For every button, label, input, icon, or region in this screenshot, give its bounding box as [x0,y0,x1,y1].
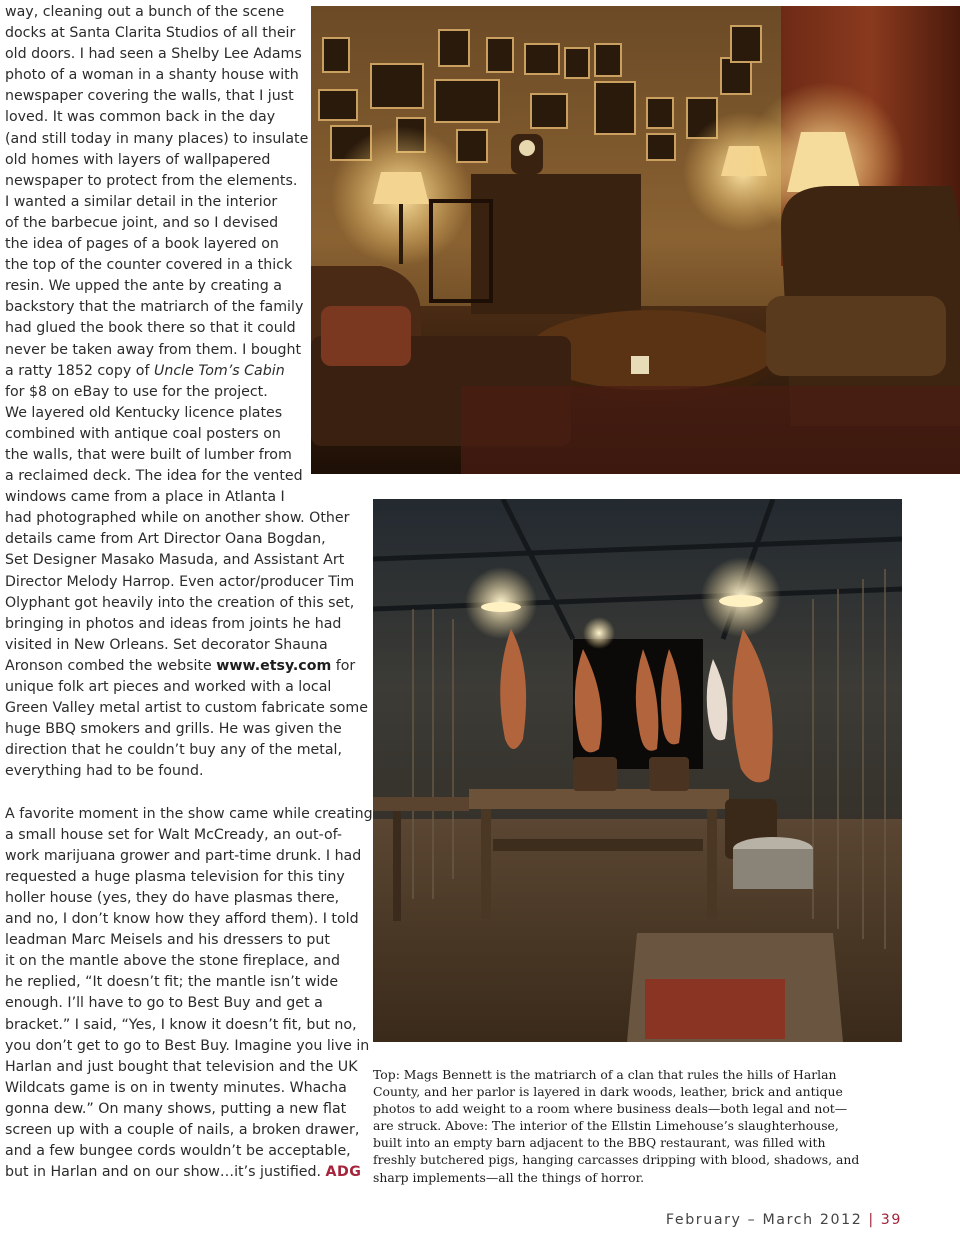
parlor-photo [311,6,960,474]
footer-separator: | [868,1212,875,1228]
text-line: bracket.” I said, “Yes, I know it doesn’t fit, but no, [5,1016,357,1033]
text-line: resin. We upped the ante by creating a [5,278,282,295]
text-line: never be taken away from them. I bought [5,341,302,358]
slaughterhouse-photo [373,499,902,1042]
text-line: everything had to be found. [5,763,204,780]
text-line: work marijuana grower and part-time drunk. I had [5,847,362,864]
text-line: huge BBQ smokers and grills. He was given the [5,721,342,738]
caption-line: sharp implements—all the things of horror. [373,1169,645,1185]
text-line: had photographed while on another show. Other [5,510,350,527]
text-line: Director Melody Harrop. Even actor/producer Tim [5,573,355,590]
text-line: you don’t get to go to Best Buy. Imagine you live in [5,1037,370,1054]
text-line: requested a huge plasma television for this tiny [5,868,345,885]
text-run: a ratty 1852 copy of [5,362,154,379]
text-line: way, cleaning out a bunch of the scene [5,4,285,20]
caption-line: Top: Mags Bennett is the matriarch of a clan that rules the hills of Harlan [373,1067,837,1082]
text-line [5,656,373,677]
text-line: unique folk art pieces and worked with a local [5,679,332,695]
text-line: and a few bungee cords wouldn’t be acceptable, [5,1143,351,1160]
issue-date: February – March 2012 [665,1212,863,1228]
text-line: I wanted a similar detail in the interior [5,193,278,210]
text-line: Set Designer Masako Masuda, and Assistant Art [5,552,345,569]
text-line: photo of a woman in a shanty house with [5,67,299,84]
caption-line: freshly butchered pigs, hanging carcasses dripping with blood, shadows, and [373,1152,860,1168]
text-line: Green Valley metal artist to custom fabricate some [5,700,368,717]
text-line: visited in New Orleans. Set decorator Shauna [5,636,328,653]
text-line: it on the mantle above the stone fireplace, and [5,953,340,970]
text-line: old homes with layers of wallpapered [5,151,271,168]
text-line: docks at Santa Clarita Studios of all their [5,25,296,42]
text-line: leadman Marc Meisels and his dressers to put [5,932,330,949]
text-line: Wildcats game is on in twenty minutes. Whacha [5,1079,347,1096]
text-line: direction that he couldn’t buy any of the metal, [5,742,342,759]
page-footer [666,1212,902,1228]
text-line: of the barbecue joint, and so I devised [5,214,279,231]
page-number: 39 [880,1212,902,1228]
text-line: he replied, “It doesn’t fit; the mantle isn’t wide [5,974,339,991]
text-line: a small house set for Walt McCready, an out-of- [5,826,342,843]
text-line: loved. It was common back in the day [5,109,276,126]
text-line: and no, I don’t know how they afford them). I told [5,911,359,928]
text-line: the walls, that were built of lumber from [5,446,292,463]
book-title: Uncle Tom’s Cabin [153,362,285,379]
caption-line: County, and her parlor is layered in dark woods, leather, brick and antique [373,1084,843,1100]
text-line: newspaper to protect from the elements. [5,172,298,189]
text-line: (and still today in many places) to insulate [5,130,309,147]
text-line [5,1162,373,1183]
text-run: Aronson combed the website [5,657,217,674]
text-line: backstory that the matriarch of the family [5,299,304,316]
parlor-illustration [311,6,960,474]
paragraph-gap [5,782,373,803]
end-mark: ADG [325,1164,362,1181]
text-line: Olyphant got heavily into the creation of this set, [5,594,355,611]
text-line: the top of the counter covered in a thick [5,257,293,274]
text-line: gonna dew.” On many shows, putting a new flat [5,1100,347,1117]
text-line: enough. I’ll have to go to Best Buy and get a [5,995,323,1012]
text-line: holler house (yes, they do have plasmas there, [5,889,340,906]
text-line: Harlan and just bought that television and the UK [5,1058,358,1075]
text-run: but in Harlan and on our show…it’s justified. [5,1164,326,1181]
text-line: the idea of pages of a book layered on [5,236,279,253]
text-line: bringing in photos and ideas from joints he had [5,615,342,632]
text-line: newspaper covering the walls, that I just [5,88,294,105]
text-run: for [331,657,356,674]
text-line: old doors. I had seen a Shelby Lee Adams [5,46,302,63]
text-line: We layered old Kentucky licence plates [5,404,283,421]
text-line: combined with antique coal posters on [5,425,281,442]
text-line: for $8 on eBay to use for the project. [5,383,268,400]
text-line: had glued the book there so that it could [5,320,296,337]
photo-caption [373,1066,933,1186]
text-line: a reclaimed deck. The idea for the vented [5,468,303,485]
text-line: A favorite moment in the show came while creating [5,805,373,822]
website-link[interactable]: www.etsy.com [216,657,332,674]
text-line: details came from Art Director Oana Bogdan, [5,531,326,548]
text-line: screen up with a couple of nails, a broken drawer, [5,1121,360,1138]
slaughterhouse-illustration [373,499,902,1042]
caption-line: photos to add weight to a room where business deals—both legal and not— [373,1101,848,1117]
caption-line: built into an empty barn adjacent to the BBQ restaurant, was filled with [373,1135,826,1151]
text-line: windows came from a place in Atlanta I [5,489,285,506]
caption-line: are struck. Above: The interior of the Ellstin Limehouse’s slaughterhouse, [373,1118,839,1134]
